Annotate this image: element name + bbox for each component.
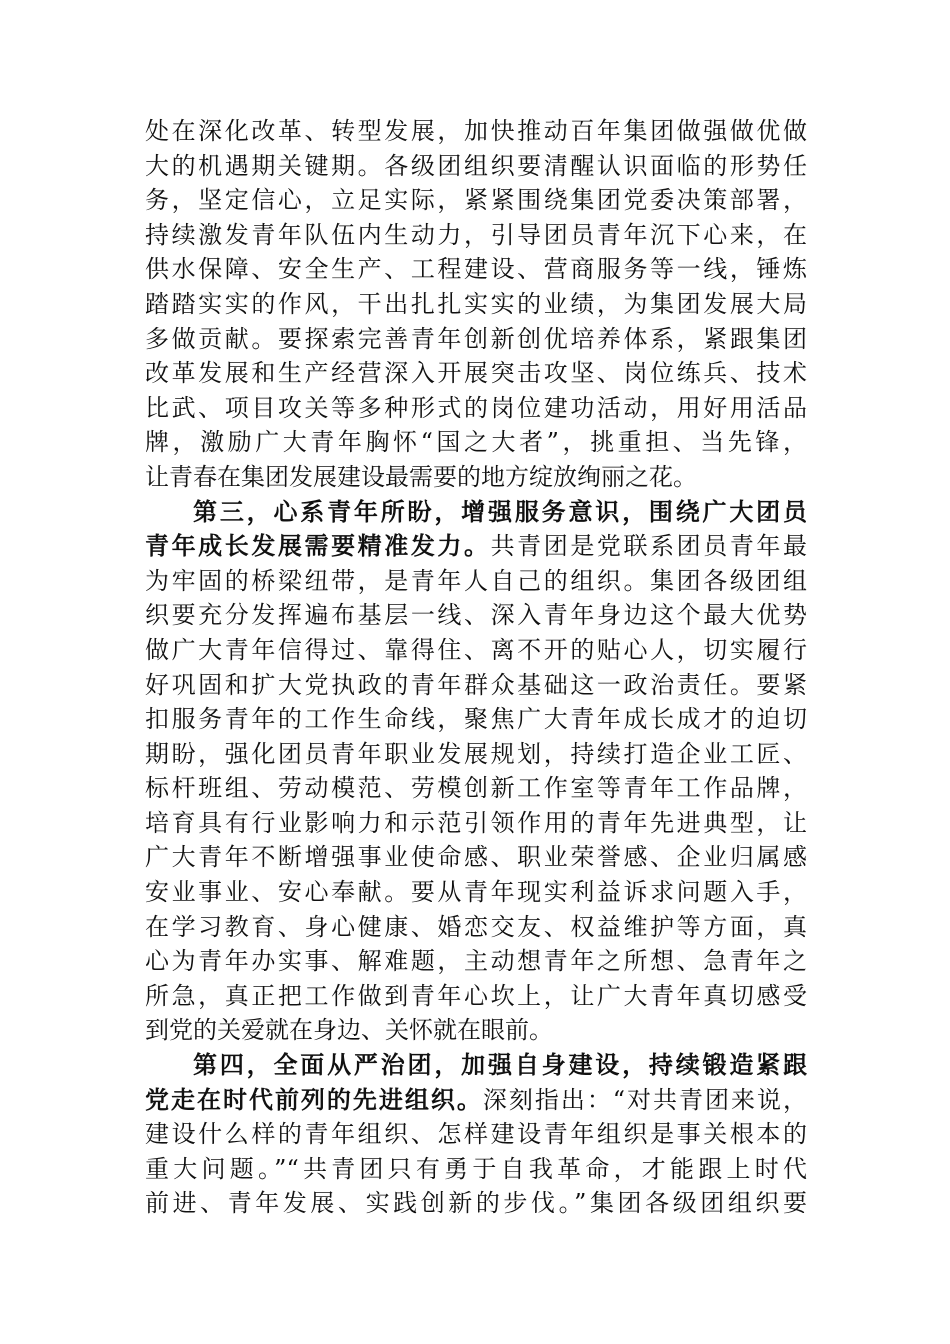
body-text: 在学习教育、身心健康、婚恋交友、权益维护等方面，真 <box>145 912 807 941</box>
body-text: 让青春在集团发展建设最需要的地方绽放绚丽之花。 <box>145 462 697 491</box>
paragraph-line <box>145 529 807 564</box>
paragraph-line <box>145 979 807 1014</box>
paragraph-line <box>145 875 807 910</box>
paragraph-line <box>145 944 807 979</box>
body-text: 扣服务青年的工作生命线，聚焦广大青年成长成才的迫切 <box>145 705 807 734</box>
body-text: 务，坚定信心，立足实际，紧紧围绕集团党委决策部署， <box>145 186 807 215</box>
body-text: 比武、项目攻关等多种形式的岗位建功活动，用好用活品 <box>145 393 807 422</box>
body-text: 建设什么样的青年组织、怎样建设青年组织是事关根本的 <box>145 1120 807 1149</box>
body-text: 踏踏实实的作风，干出扎扎实实的业绩，为集团发展大局 <box>145 289 807 318</box>
body-text: 多做贡献。要探索完善青年创新创优培养体系，紧跟集团 <box>145 324 807 353</box>
body-text: 持续激发青年队伍内生动力，引导团员青年沉下心来，在 <box>145 220 807 249</box>
bold-heading-text: 党走在时代前列的先进组织。 <box>145 1084 483 1114</box>
body-text: 处在深化改革、转型发展，加快推动百年集团做强做优做 <box>145 117 807 145</box>
body-text: 为牢固的桥梁纽带，是青年人自己的组织。集团各级团组 <box>145 566 807 595</box>
paragraph-line <box>145 356 807 391</box>
bold-heading-text: 第三，心系青年所盼，增强服务意识，围绕广大团员 <box>193 496 807 526</box>
paragraph-line <box>145 183 807 218</box>
paragraph-line <box>145 564 807 599</box>
paragraph-line <box>145 1186 807 1221</box>
document-body <box>145 114 807 1221</box>
body-text: 前进、青年发展、实践创新的步伐。”集团各级团组织要 <box>145 1189 807 1218</box>
body-text: 重大问题。”“共青团只有勇于自我革命，才能跟上时代 <box>145 1154 807 1183</box>
paragraph-line <box>145 252 807 287</box>
paragraph-line <box>145 391 807 426</box>
paragraph-line <box>145 460 807 495</box>
paragraph-line <box>145 495 807 530</box>
paragraph-line <box>145 910 807 945</box>
paragraph-line <box>145 1152 807 1187</box>
paragraph-line <box>145 771 807 806</box>
paragraph-line <box>145 425 807 460</box>
body-text: 牌，激励广大青年胸怀“国之大者”，挑重担、当先锋， <box>145 428 807 457</box>
paragraph-line <box>145 1013 807 1048</box>
body-text: 期盼，强化团员青年职业发展规划，持续打造企业工匠、 <box>145 739 807 768</box>
paragraph-line <box>145 1117 807 1152</box>
paragraph-line <box>145 287 807 322</box>
paragraph-line <box>145 737 807 772</box>
body-text: 标杆班组、劳动模范、劳模创新工作室等青年工作品牌， <box>145 774 807 803</box>
body-text: 深刻指出：“对共青团来说， <box>482 1085 807 1114</box>
body-text: 织要充分发挥遍布基层一线、深入青年身边这个最大优势 <box>145 601 807 630</box>
paragraph-line <box>145 702 807 737</box>
body-text: 安业事业、安心奉献。要从青年现实利益诉求问题入手， <box>145 878 807 907</box>
body-text: 广大青年不断增强事业使命感、职业荣誉感、企业归属感 <box>145 843 807 872</box>
paragraph-line <box>145 806 807 841</box>
paragraph-line <box>145 840 807 875</box>
paragraph-line <box>145 149 807 184</box>
paragraph-line <box>145 1048 807 1083</box>
body-text: 共青团是党联系团员青年最 <box>490 532 808 561</box>
body-text: 心为青年办实事、解难题，主动想青年之所想、急青年之 <box>145 947 807 976</box>
body-text: 培育具有行业影响力和示范引领作用的青年先进典型，让 <box>145 808 807 837</box>
bold-heading-text: 青年成长发展需要精准发力。 <box>145 531 491 561</box>
body-text: 供水保障、安全生产、工程建设、营商服务等一线，锤炼 <box>145 255 807 284</box>
body-text: 大的机遇期关键期。各级团组织要清醒认识面临的形势任 <box>145 151 807 180</box>
paragraph-line <box>145 598 807 633</box>
paragraph-line <box>145 668 807 703</box>
body-text: 改革发展和生产经营深入开展突击攻坚、岗位练兵、技术 <box>145 359 807 388</box>
paragraph-line <box>145 218 807 253</box>
paragraph-line <box>145 114 807 149</box>
body-text: 所急，真正把工作做到青年心坎上，让广大青年真切感受 <box>145 981 807 1010</box>
body-text: 到党的关爱就在身边、关怀就在眼前。 <box>145 1016 553 1045</box>
body-text: 做广大青年信得过、靠得住、离不开的贴心人，切实履行 <box>145 635 807 664</box>
paragraph-line <box>145 322 807 357</box>
paragraph-line <box>145 1083 807 1118</box>
body-text: 好巩固和扩大党执政的青年群众基础这一政治责任。要紧 <box>145 670 807 699</box>
paragraph-line <box>145 633 807 668</box>
bold-heading-text: 第四，全面从严治团，加强自身建设，持续锻造紧跟 <box>193 1050 807 1080</box>
